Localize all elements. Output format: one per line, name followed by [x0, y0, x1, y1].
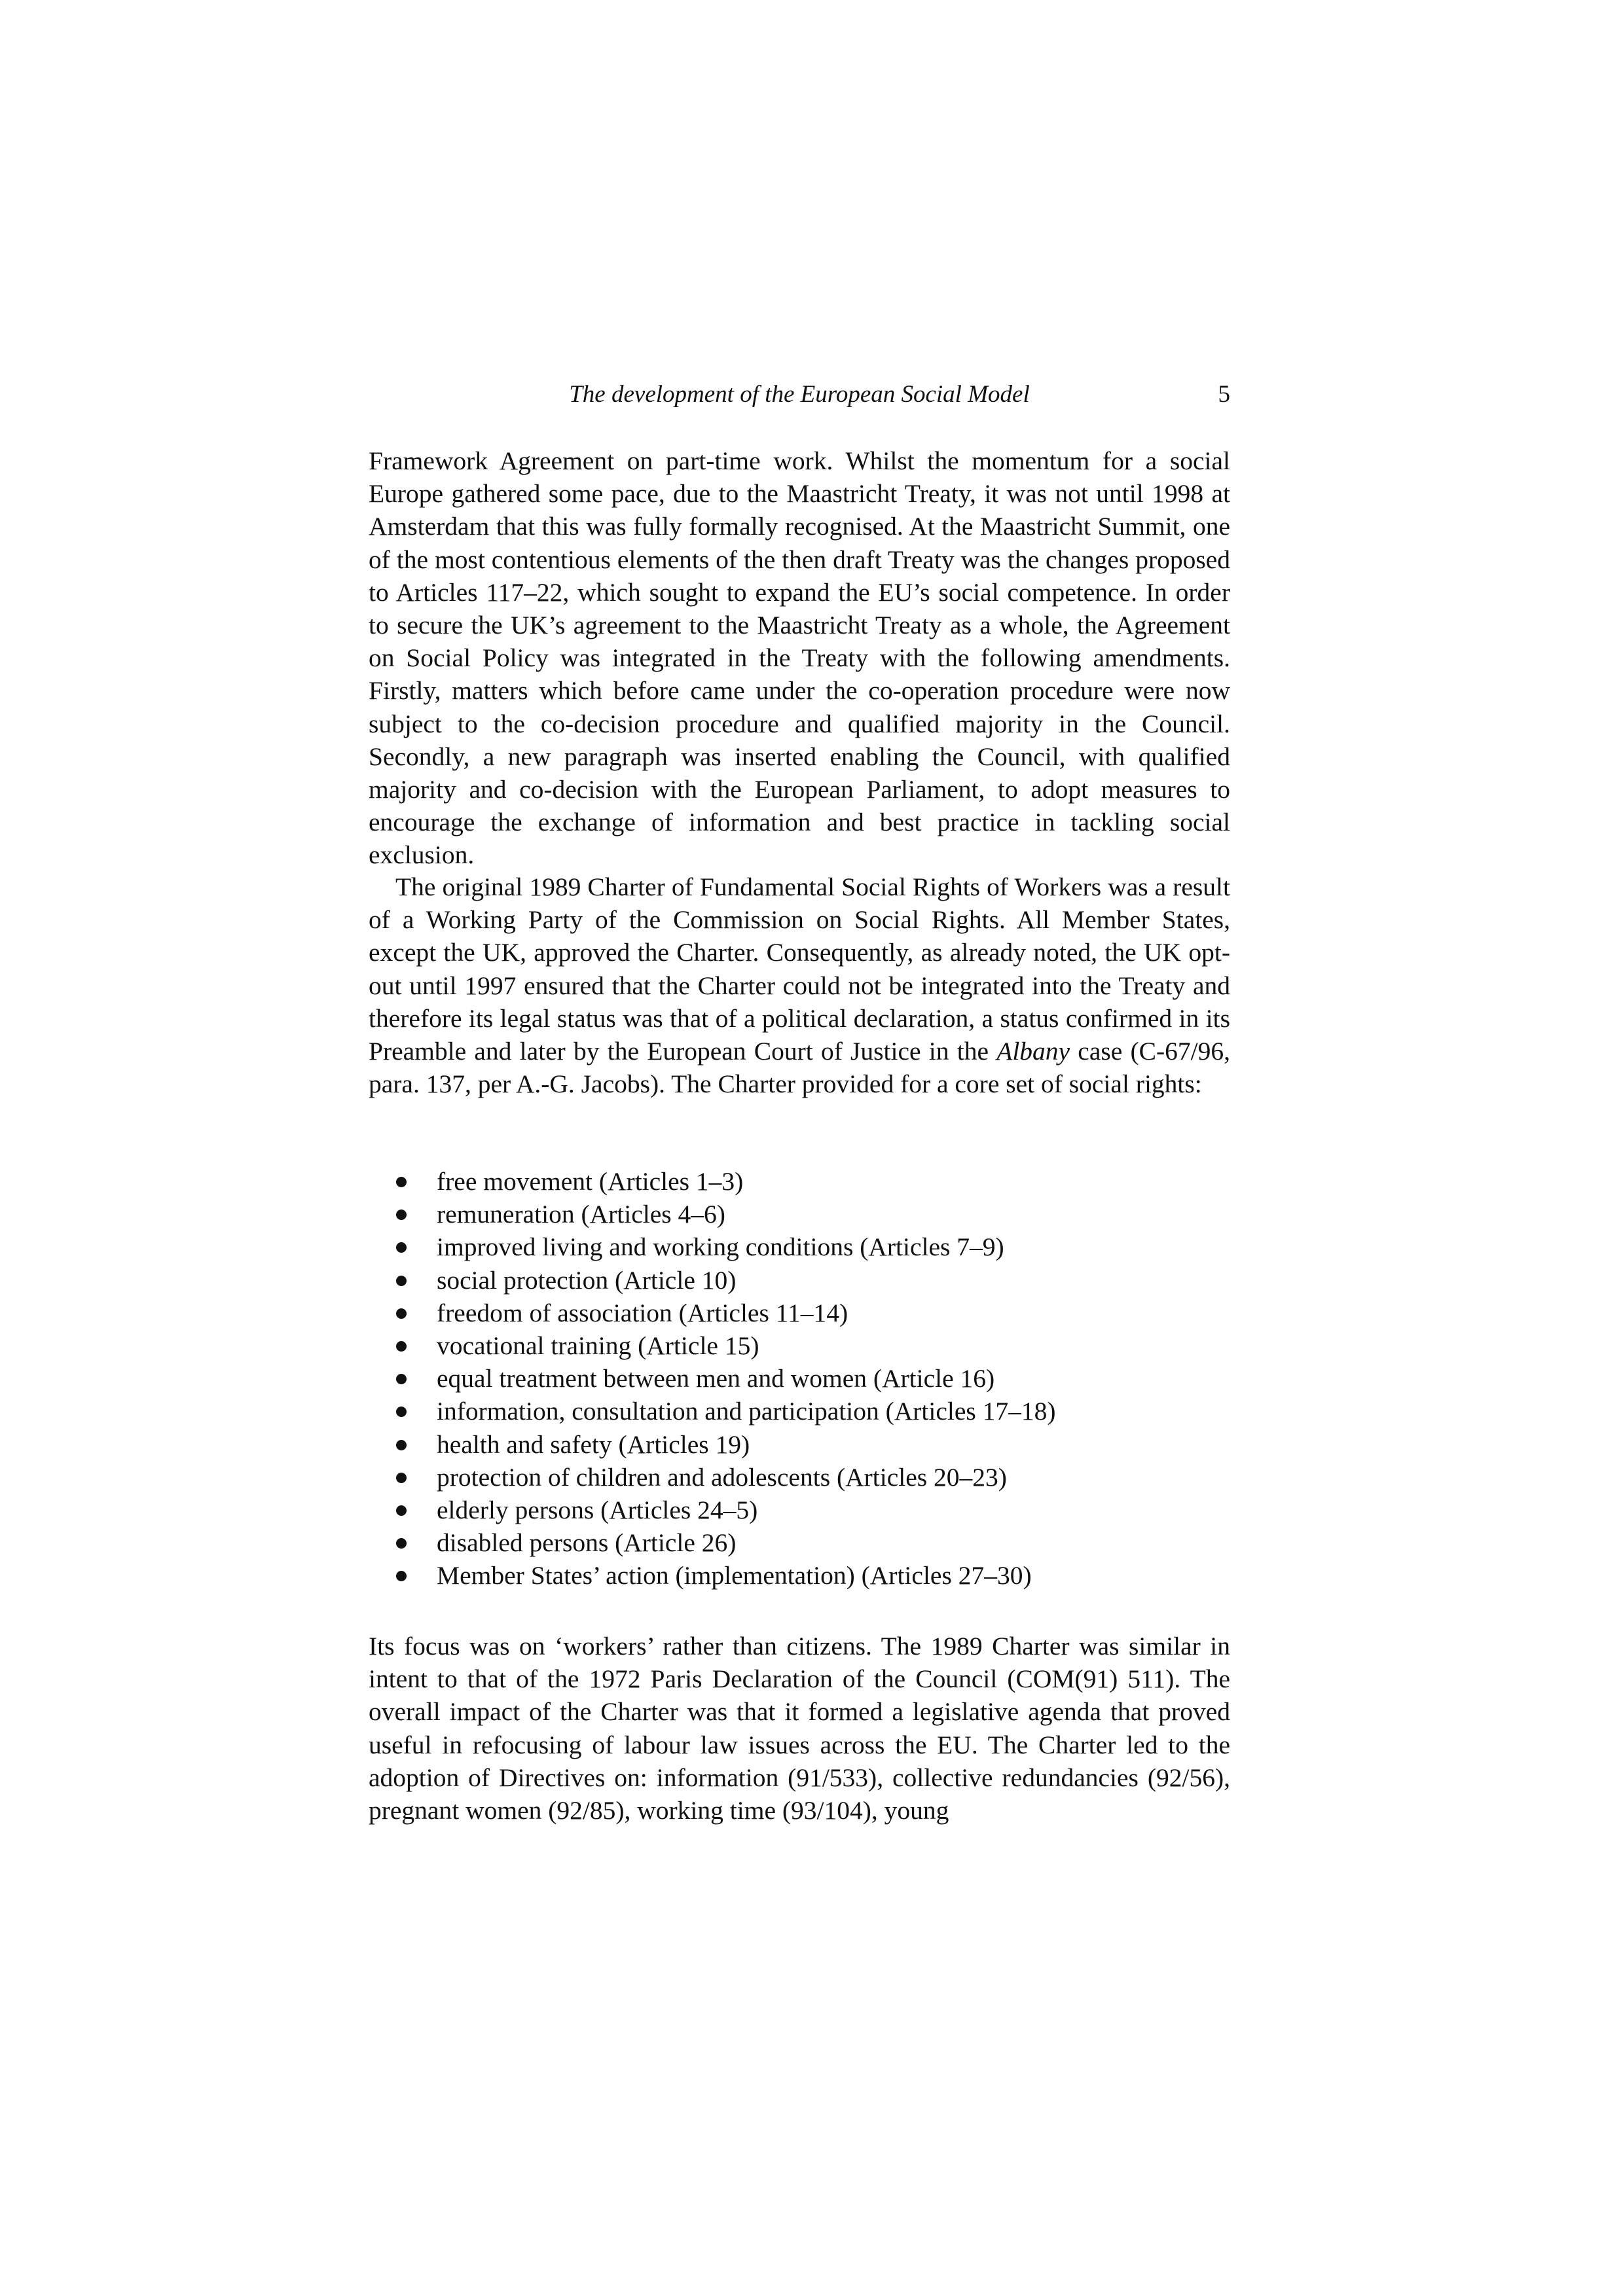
list-item-text: free movement (Articles 1–3)	[437, 1167, 744, 1196]
running-title: The development of the European Social Model	[569, 381, 1030, 408]
bullet-icon	[396, 1374, 407, 1384]
paragraph-text: Framework Agreement on part-time work. Whilst the momentum for a social Europe gathered some pace, due to the Maastricht Treaty, it was not until 1998 at Amsterdam that this was fully formally recognised. At the Maastricht Summit, one of the most contentious elements of the then draft Treaty was the changes proposed to Articles 117–22, which sought to expand the EU’s social competence. In order to secure the UK’s agreement to the Maastricht Treaty as a whole, the Agreement on Social Policy was integrated in the Treaty with the following amendments. Firstly, matters which before came under the co-operation procedure were now subject to the co-decision procedure and qualified majority in the Council. Secondly, a new paragraph was inserted enabling the Council, with qualified majority and co-decision with the European Parliament, to adopt measures to encourage the exchange of information and best practice in tackling social exclusion.	[369, 446, 1230, 870]
bullet-icon	[396, 1473, 407, 1483]
bullet-icon	[396, 1210, 407, 1220]
list-item	[369, 1297, 1230, 1329]
bullet-icon	[396, 1341, 407, 1352]
paragraph-text	[369, 870, 1230, 1100]
list-item	[369, 1230, 1230, 1263]
bullet-icon	[396, 1308, 407, 1319]
bullet-icon	[396, 1440, 407, 1450]
list-item	[369, 1494, 1230, 1526]
page-number: 5	[1218, 381, 1230, 408]
list-item	[369, 1526, 1230, 1559]
list-item-text: elderly persons (Articles 24–5)	[437, 1496, 758, 1525]
case-name-italic: Albany	[996, 1037, 1070, 1066]
list-item	[369, 1264, 1230, 1297]
list-item-text: information, consultation and participation (Articles 17–18)	[437, 1397, 1056, 1426]
list-item-text: improved living and working conditions (Articles 7–9)	[437, 1232, 1004, 1262]
list-item	[369, 1428, 1230, 1461]
list-item	[369, 1559, 1230, 1592]
social-rights-list	[369, 1165, 1230, 1592]
paragraph-text-start: The original 1989 Charter of Fundamental Social Rights of Workers was a result of a Working Party of the Commission on Social Rights. All Member States, except the UK, approved the Charter. Consequently, as already noted, the UK opt-out until 1997 ensured that the Charter could not be integrated into the Treaty and therefore its legal status was that of a political declaration, a status confirmed in its Preamble and later by the European Court of Justice in the	[369, 872, 1230, 1066]
list-item	[369, 1362, 1230, 1395]
bullet-icon	[396, 1538, 407, 1549]
body-paragraph-2	[369, 870, 1230, 1100]
bullet-icon	[396, 1242, 407, 1253]
list-item-text: health and safety (Articles 19)	[437, 1429, 750, 1459]
list-item-text: freedom of association (Articles 11–14)	[437, 1298, 848, 1327]
list-item-text: remuneration (Articles 4–6)	[437, 1200, 725, 1229]
bullet-icon	[396, 1505, 407, 1516]
list-item	[369, 1395, 1230, 1427]
list-item-text: equal treatment between men and women (Article 16)	[437, 1364, 995, 1393]
bullet-icon	[396, 1177, 407, 1187]
list-item-text: disabled persons (Article 26)	[437, 1528, 737, 1558]
paragraph-text-end: case (C-67/96, para. 137, per A.-G. Jacobs). The Charter provided for a core set of social rights:	[369, 1037, 1230, 1099]
body-paragraph-3	[369, 1630, 1230, 1827]
list-item-text: Member States’ action (implementation) (Articles 27–30)	[437, 1561, 1032, 1590]
page-header	[369, 376, 1230, 416]
bullet-icon	[396, 1571, 407, 1581]
list-item	[369, 1329, 1230, 1362]
list-item-text: social protection (Article 10)	[437, 1265, 737, 1295]
list-item-text: protection of children and adolescents (Articles 20–23)	[437, 1462, 1007, 1492]
bullet-icon	[396, 1276, 407, 1286]
list-item-text: vocational training (Article 15)	[437, 1331, 759, 1361]
paragraph-text: Its focus was on ‘workers’ rather than citizens. The 1989 Charter was similar in intent to that of the 1972 Paris Declaration of the Council (COM(91) 511). The overall impact of the Charter was that it formed a legislative agenda that proved useful in refocusing of labour law issues across the EU. The Charter led to the adoption of Directives on: information (91/533), collective redundancies (92/56), pregnant women (92/85), working time (93/104), young	[369, 1632, 1230, 1825]
bullet-icon	[396, 1407, 407, 1417]
list-item	[369, 1461, 1230, 1494]
list-item	[369, 1198, 1230, 1230]
list-item	[369, 1165, 1230, 1198]
body-paragraph-1	[369, 444, 1230, 872]
